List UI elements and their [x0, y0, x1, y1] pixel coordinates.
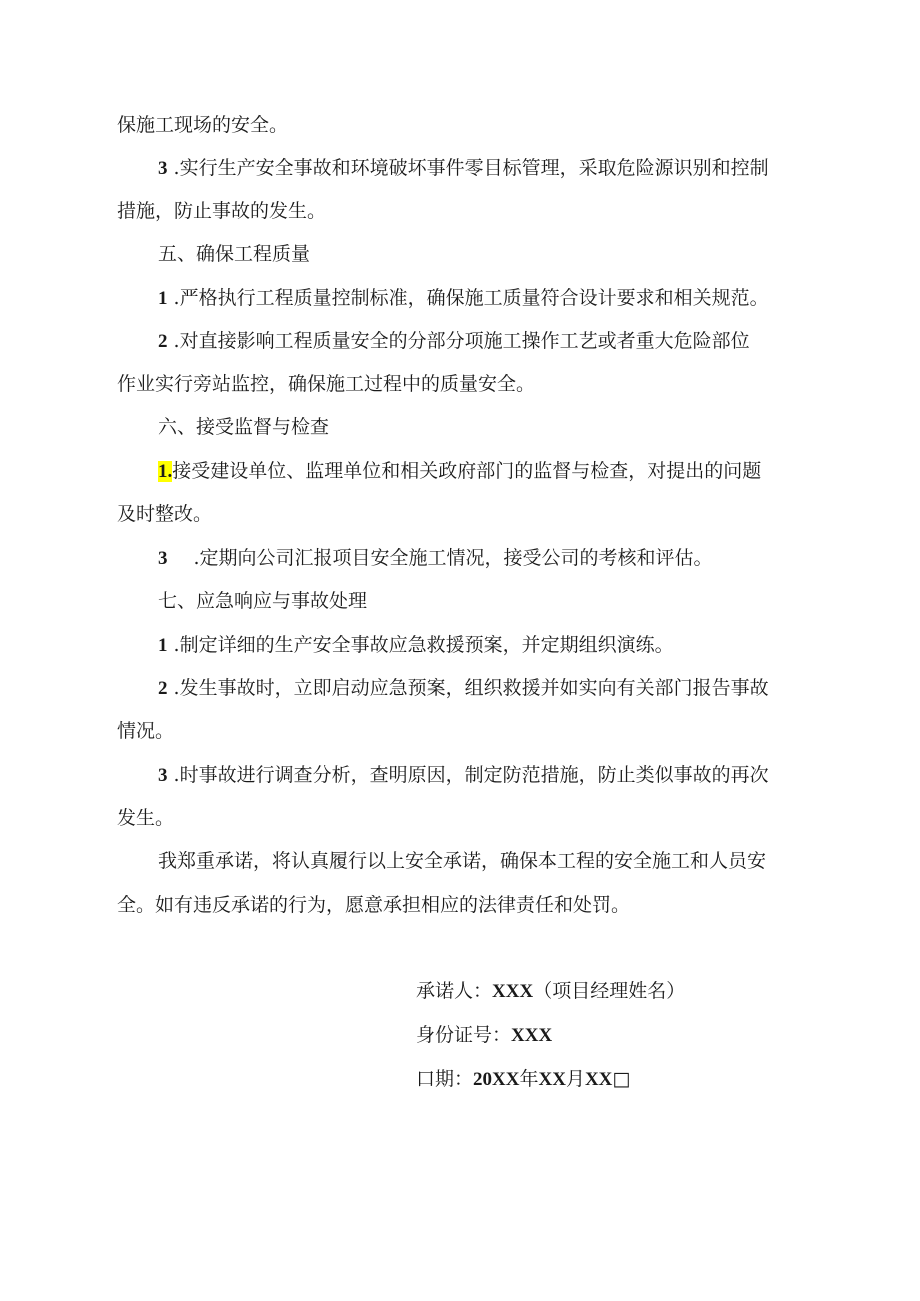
item-text: 接受建设单位、监理单位和相关政府部门的监督与检查，对提出的问题: [172, 460, 762, 482]
section-heading-5: 五、确保工程质量: [158, 243, 311, 265]
item-number: 1: [158, 635, 168, 656]
item-7-3: [158, 762, 769, 789]
item-7-2: [158, 675, 769, 702]
item-text: 情况。: [117, 720, 175, 742]
paragraph-text: 保施工现场的安全。: [117, 114, 289, 136]
promisor-label: 承诺人：: [416, 980, 493, 1002]
item-text: .时事故进行调查分析，查明原因，制定防范措施，防止类似事故的再次: [173, 764, 769, 786]
section-heading-6: 六、接受监督与检查: [158, 416, 330, 438]
item-text: .定期向公司汇报项目安全施工情况，接受公司的考核和评估。: [193, 547, 713, 569]
item-6-1-cont: [117, 501, 212, 527]
section-heading-7: 七、应急响应与事故处理: [158, 590, 368, 612]
promisor-value: XXX: [492, 981, 534, 1002]
item-6-3: [158, 545, 713, 572]
date-year-char: 年: [519, 1068, 539, 1090]
item-5-2: [158, 328, 750, 355]
closing-paragraph: [158, 848, 766, 874]
id-label: 身份证号：: [416, 1024, 512, 1046]
item-6-1: [158, 458, 761, 485]
item-7-2-cont: [117, 718, 174, 744]
closing-text: 我郑重承诺，将认真履行以上安全承诺，确保本工程的安全施工和人员安: [158, 850, 767, 872]
date-month: XX: [538, 1069, 566, 1090]
item-number: 2: [158, 331, 168, 352]
date-year: 20XX: [473, 1069, 520, 1090]
date-day-char: □: [612, 1068, 631, 1090]
item-text: .对直接影响工程质量安全的分部分项施工操作工艺或者重大危险部位: [173, 330, 750, 352]
item-text: .严格执行工程质量控制标准，确保施工质量符合设计要求和相关规范。: [173, 287, 769, 309]
item-number: 3: [158, 158, 168, 179]
date-day: XX: [584, 1069, 613, 1090]
item-text: 及时整改。: [117, 503, 213, 525]
item-number-highlighted: 1.: [158, 461, 173, 482]
closing-text: 全。如有违反承诺的行为，愿意承担相应的法律责任和处罚。: [117, 894, 631, 916]
item-7-1: [158, 632, 674, 659]
date-month-char: 月: [565, 1068, 585, 1090]
item-number: 3: [158, 765, 168, 786]
item-number: 1: [158, 288, 168, 309]
item-5-2-cont: [117, 371, 535, 397]
item-5-1: [158, 285, 769, 312]
signature-promisor: [416, 978, 685, 1005]
item-text: .实行生产安全事故和环境破坏事件零目标管理，采取危险源识别和控制: [173, 157, 769, 179]
paragraph-continuation: [117, 112, 288, 138]
item-4-3: [158, 155, 769, 182]
item-text: .发生事故时，立即启动应急预案，组织救援并如实向有关部门报告事故: [173, 677, 769, 699]
promisor-note: （项目经理姓名）: [533, 980, 686, 1002]
signature-id-number: [416, 1022, 552, 1049]
id-value: XXX: [511, 1025, 553, 1046]
item-7-3-cont: [117, 805, 174, 831]
item-number: 3: [158, 548, 168, 569]
item-text: 作业实行旁站监控，确保施工过程中的质量安全。: [117, 373, 536, 395]
signature-date: [416, 1066, 630, 1093]
item-4-3-cont: [117, 198, 326, 224]
item-number: 2: [158, 678, 168, 699]
closing-paragraph-cont: [117, 892, 630, 918]
item-text: 措施，防止事故的发生。: [117, 200, 327, 222]
date-label: 口期：: [416, 1068, 474, 1090]
item-text: .制定详细的生产安全事故应急救援预案，并定期组织演练。: [173, 634, 674, 656]
item-text: 发生。: [117, 807, 175, 829]
